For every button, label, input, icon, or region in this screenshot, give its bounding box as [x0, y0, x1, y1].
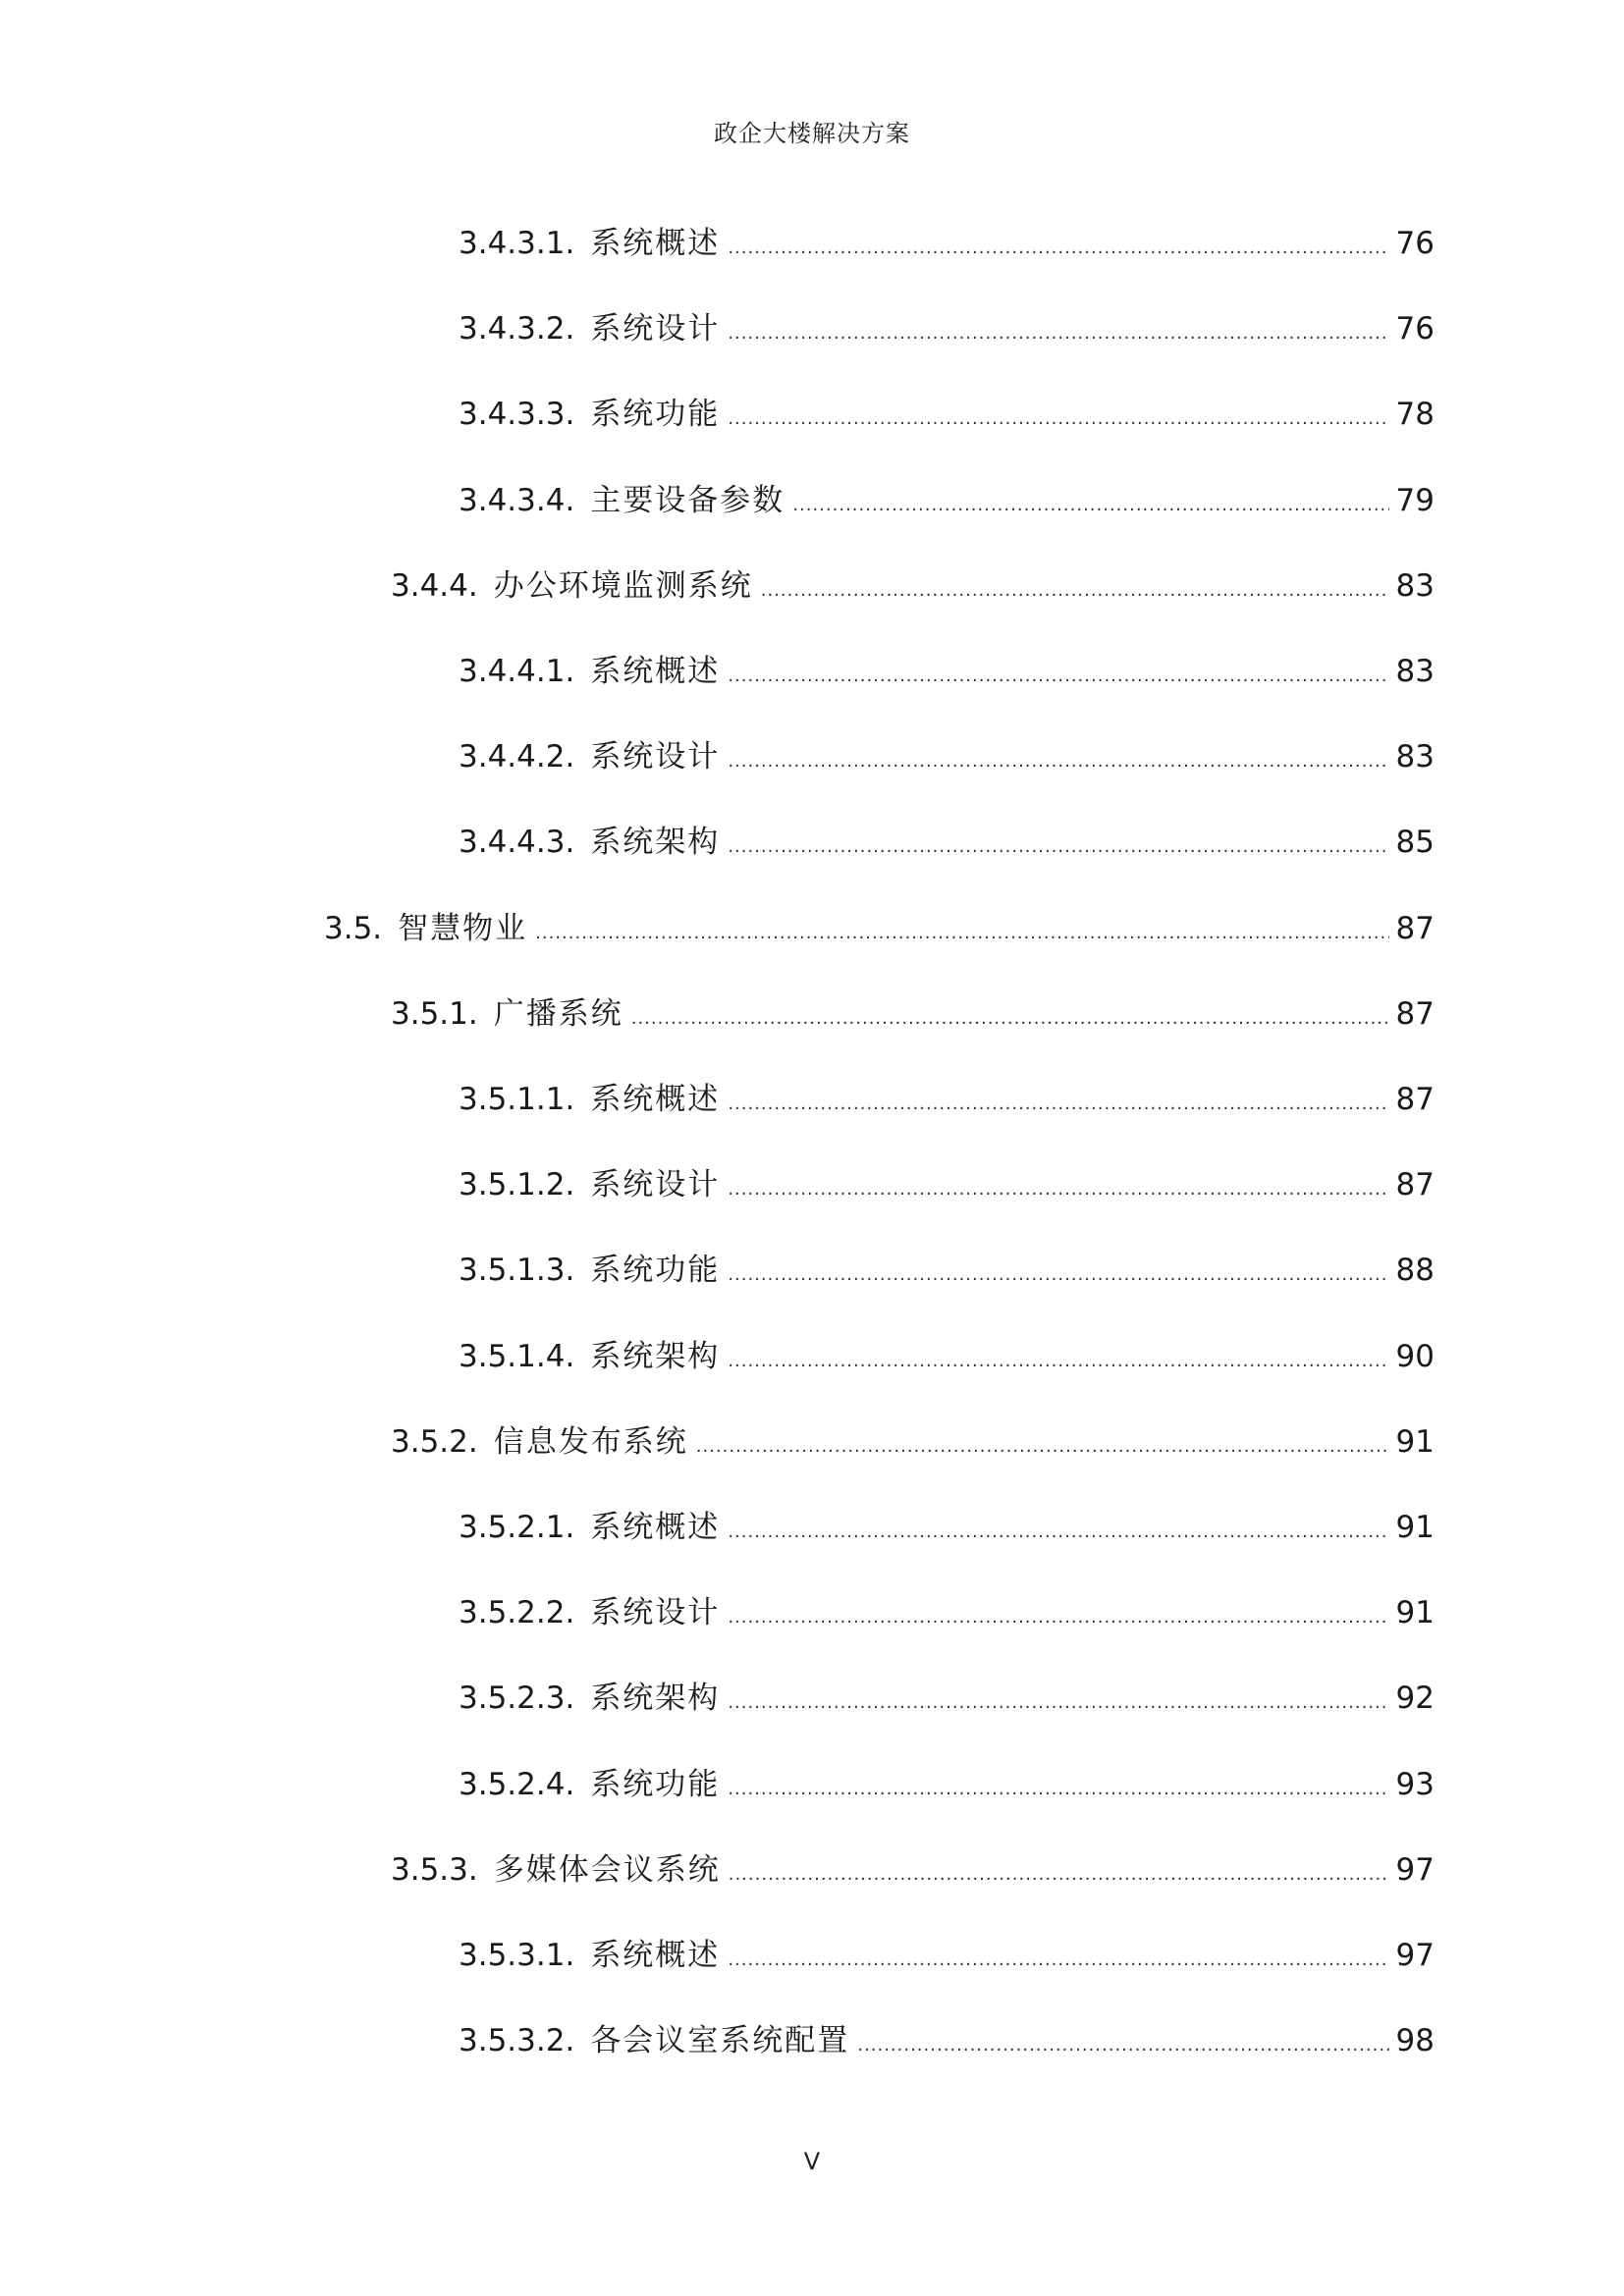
toc-entry-page: 76 [1395, 311, 1435, 347]
toc-entry-page: 79 [1395, 483, 1435, 518]
toc-entry-number: 3.5.2.3. [459, 1681, 575, 1716]
toc-entry-title: 信息发布系统 [493, 1424, 688, 1460]
toc-dot-leader [761, 580, 1389, 601]
toc-dot-leader [535, 923, 1389, 943]
toc-entry-page: 88 [1395, 1253, 1435, 1288]
toc-dot-leader [696, 1436, 1389, 1457]
toc-entry[interactable] [391, 561, 1435, 604]
toc-entry-number: 3.5.1.4. [459, 1339, 575, 1374]
toc-entry-number: 3.4.4.2. [459, 739, 575, 774]
toc-entry-title: 系统概述 [590, 1510, 721, 1545]
toc-dot-leader [728, 1949, 1389, 1970]
toc-entry-title: 各会议室系统配置 [590, 2023, 850, 2058]
toc-entry-page: 83 [1395, 739, 1435, 774]
toc-entry-page: 87 [1395, 1167, 1435, 1202]
toc-entry-number: 3.5.2. [391, 1424, 478, 1460]
toc-dot-leader [728, 1264, 1389, 1285]
toc-entry[interactable] [459, 1159, 1435, 1202]
toc-entry-title: 系统架构 [590, 1339, 721, 1374]
toc-entry-number: 3.5.1.2. [459, 1167, 575, 1202]
toc-entry-page: 83 [1395, 654, 1435, 689]
toc-entry[interactable] [391, 1416, 1435, 1460]
toc-entry[interactable] [459, 731, 1435, 774]
toc-entry[interactable] [391, 988, 1435, 1032]
toc-entry-page: 91 [1395, 1510, 1435, 1545]
toc-dot-leader [728, 1522, 1389, 1542]
toc-entry-number: 3.5.1.1. [459, 1082, 575, 1117]
toc-entry-number: 3.4.3.1. [459, 226, 575, 261]
toc-entry-title: 系统功能 [590, 1253, 721, 1288]
toc-entry-title: 系统设计 [590, 1167, 721, 1202]
toc-entry[interactable] [459, 1673, 1435, 1716]
toc-entry-title: 系统设计 [590, 739, 721, 774]
toc-entry-number: 3.4.3.3. [459, 397, 575, 432]
toc-entry-page: 78 [1395, 397, 1435, 432]
toc-entry-number: 3.5.3.2. [459, 2023, 575, 2058]
toc-entry-title: 系统概述 [590, 1938, 721, 1973]
toc-entry[interactable] [459, 218, 1435, 261]
toc-entry[interactable] [459, 1502, 1435, 1545]
toc-dot-leader [728, 408, 1389, 429]
toc-entry-title: 系统概述 [590, 654, 721, 689]
toc-entry-number: 3.5.2.2. [459, 1595, 575, 1630]
toc-entry-title: 办公环境监测系统 [493, 568, 753, 604]
page-number: V [803, 2148, 821, 2175]
toc-dot-leader [728, 1094, 1389, 1114]
toc-dot-leader [631, 1008, 1389, 1029]
toc-entry[interactable] [459, 1245, 1435, 1288]
toc-entry-title: 智慧物业 [398, 911, 528, 946]
toc-entry-number: 3.5.3. [391, 1852, 478, 1888]
toc-entry[interactable] [459, 1930, 1435, 1973]
toc-entry[interactable] [459, 817, 1435, 860]
toc-entry-number: 3.5.1.3. [459, 1253, 575, 1288]
toc-entry[interactable] [391, 1844, 1435, 1888]
toc-dot-leader [728, 751, 1389, 772]
toc-entry-title: 系统功能 [590, 397, 721, 432]
toc-entry-page: 91 [1395, 1595, 1435, 1630]
toc-entry-title: 系统概述 [590, 1082, 721, 1117]
toc-dot-leader [857, 2035, 1389, 2056]
toc-entry-title: 系统概述 [590, 226, 721, 261]
toc-dot-leader [728, 1351, 1389, 1371]
toc-dot-leader [792, 495, 1389, 515]
toc-entry[interactable] [324, 903, 1435, 946]
toc-entry[interactable] [459, 389, 1435, 432]
toc-entry-title: 系统设计 [590, 1595, 721, 1630]
toc-entry-number: 3.5.2.1. [459, 1510, 575, 1545]
toc-entry-number: 3.5.1. [391, 996, 478, 1032]
toc-entry[interactable] [459, 475, 1435, 518]
toc-entry-page: 93 [1395, 1767, 1435, 1802]
toc-entry-page: 92 [1395, 1681, 1435, 1716]
toc-entry-title: 多媒体会议系统 [493, 1852, 721, 1888]
toc-entry[interactable] [459, 303, 1435, 347]
toc-entry-number: 3.4.4. [391, 568, 478, 604]
page-header: 政企大楼解决方案 [714, 120, 910, 147]
toc-entry-number: 3.4.3.4. [459, 483, 575, 518]
toc-entry-page: 85 [1395, 825, 1435, 860]
toc-dot-leader [729, 1864, 1389, 1885]
toc-entry-title: 系统设计 [590, 311, 721, 347]
toc-entry-page: 83 [1395, 568, 1435, 604]
toc-entry[interactable] [459, 1074, 1435, 1117]
toc-dot-leader [728, 1607, 1389, 1628]
toc-entry-number: 3.5.3.1. [459, 1938, 575, 1973]
toc-entry-page: 98 [1395, 2023, 1435, 2058]
toc-dot-leader [728, 1779, 1389, 1799]
toc-entry-title: 广播系统 [493, 996, 623, 1032]
toc-entry[interactable] [459, 1759, 1435, 1802]
toc-entry-title: 系统架构 [590, 1681, 721, 1716]
toc-dot-leader [728, 238, 1389, 258]
toc-entry-number: 3.5. [324, 911, 383, 946]
toc-entry-page: 87 [1395, 1082, 1435, 1117]
toc-entry-page: 97 [1395, 1852, 1435, 1888]
toc-entry-page: 76 [1395, 226, 1435, 261]
toc-dot-leader [728, 1179, 1389, 1200]
toc-entry-title: 系统功能 [590, 1767, 721, 1802]
toc-entry-page: 90 [1395, 1339, 1435, 1374]
toc-entry[interactable] [459, 646, 1435, 689]
toc-entry[interactable] [459, 2015, 1435, 2058]
toc-entry-title: 主要设备参数 [590, 483, 785, 518]
toc-entry-page: 97 [1395, 1938, 1435, 1973]
toc-entry[interactable] [459, 1331, 1435, 1374]
toc-entry-page: 87 [1395, 996, 1435, 1032]
toc-dot-leader [728, 1692, 1389, 1713]
toc-entry-page: 91 [1395, 1424, 1435, 1460]
toc-entry-title: 系统架构 [590, 825, 721, 860]
toc-dot-leader [728, 666, 1389, 686]
toc-entry-number: 3.4.4.1. [459, 654, 575, 689]
toc-dot-leader [728, 323, 1389, 344]
toc-entry-number: 3.5.2.4. [459, 1767, 575, 1802]
toc-dot-leader [728, 836, 1389, 857]
toc-entry-number: 3.4.3.2. [459, 311, 575, 347]
toc-entry[interactable] [459, 1587, 1435, 1630]
toc-entry-page: 87 [1395, 911, 1435, 946]
toc-entry-number: 3.4.4.3. [459, 825, 575, 860]
